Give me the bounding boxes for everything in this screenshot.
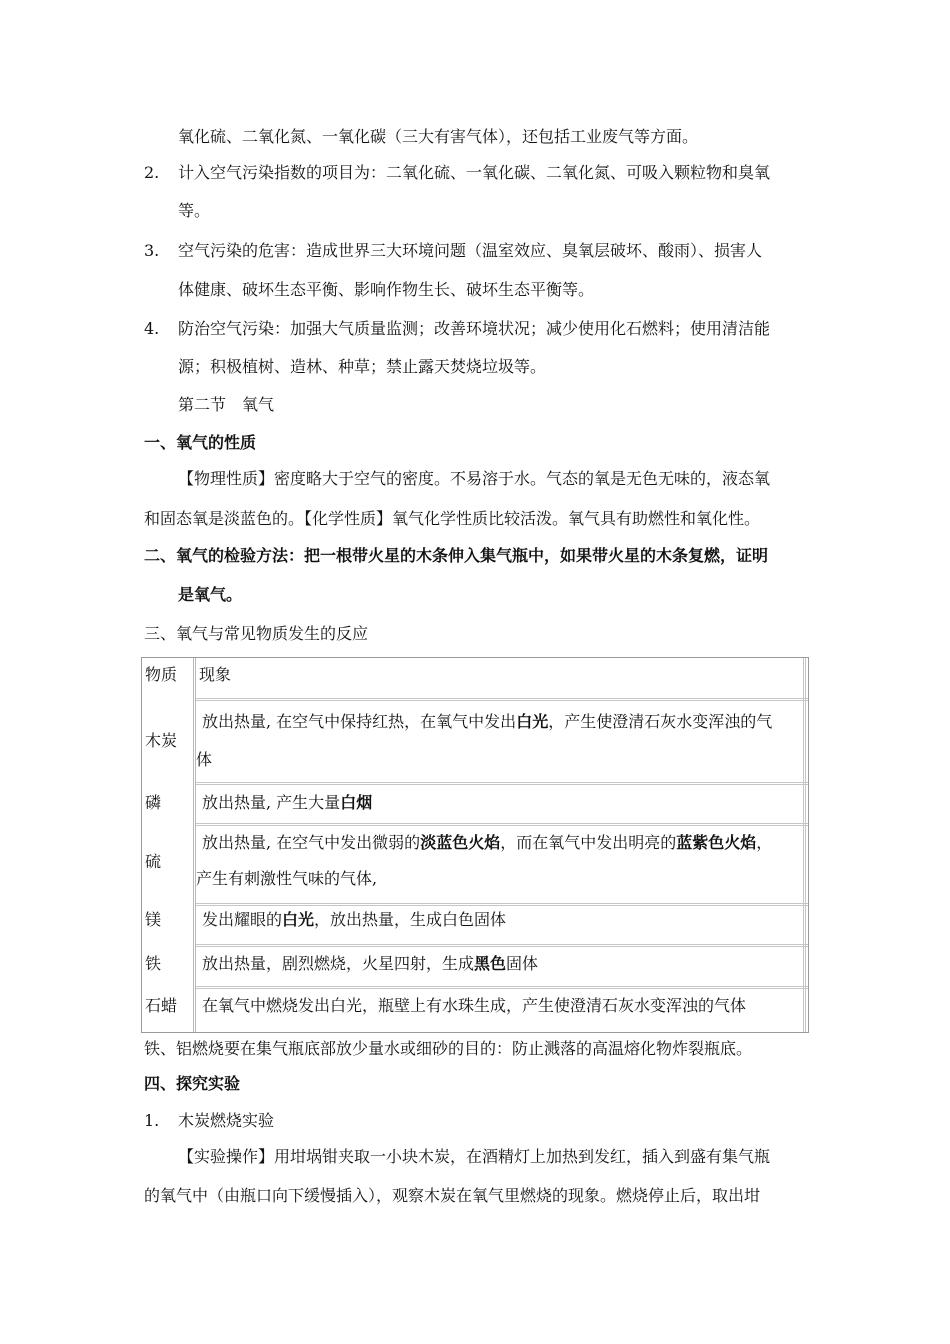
divider (196, 698, 808, 701)
paragraph-properties: 【物理性质】密度略大于空气的密度。不易溶于水。气态的氧是无色无味的，液态氧 (178, 469, 771, 488)
phenomenon-cell: 在氧气中燃烧发出白光，瓶壁上有水珠生成，产生使澄清石灰水变浑浊的气体 (202, 996, 747, 1015)
phenomenon-cell: 发出耀眼的白光，放出热量，生成白色固体 (202, 910, 507, 929)
paragraph-procedure: 【实验操作】用坩埚钳夹取一小块木炭，在酒精灯上加热到发红，插入到盛有集气瓶 (178, 1147, 771, 1166)
table-row (142, 828, 808, 906)
phenomenon-cell: 放出热量, 在空气中保持红热，在氧气中发出白光，产生使澄清石灰水变浑浊的气 (202, 712, 773, 731)
material-cell: 木炭 (145, 731, 178, 750)
list-item-text-cont: 等。 (178, 201, 211, 220)
heading-experiments: 四、探究实验 (144, 1074, 241, 1093)
material-cell: 磷 (145, 793, 162, 812)
column-divider (193, 658, 196, 1032)
heading-properties: 一、氧气的性质 (144, 433, 257, 452)
phenomenon-cell-cont: 体 (196, 750, 213, 769)
continued-text: 氧化硫、二氧化氮、一氧化碳（三大有害气体），还包括工业废气等方面。 (178, 127, 699, 146)
material-cell: 铁 (145, 954, 162, 973)
list-number: 2. (144, 163, 160, 182)
table-row (142, 906, 808, 948)
header-material: 物质 (145, 665, 178, 684)
divider (196, 986, 808, 989)
section-title: 第二节 氧气 (178, 395, 275, 414)
table-row (142, 948, 808, 990)
material-cell: 镁 (145, 910, 162, 929)
phenomenon-cell-cont: 产生有刺激性气味的气体, (196, 869, 378, 888)
phenomenon-cell: 放出热量, 产生大量白烟 (202, 793, 373, 812)
list-item-text: 防治空气污染：加强大气质量监测；改善环境状况；减少使用化石燃料；使用清洁能 (178, 319, 771, 338)
divider (196, 782, 808, 785)
list-item-text: 计入空气污染指数的项目为：二氧化硫、一氧化碳、二氧化氮、可吸入颗粒物和臭氧 (178, 163, 771, 182)
divider (196, 823, 808, 826)
heading-test-method: 二、氧气的检验方法：把一根带火星的木条伸入集气瓶中，如果带火星的木条复燃，证明 (144, 546, 769, 565)
header-phenomenon: 现象 (199, 665, 232, 684)
paragraph-procedure-cont: 的氧气中（由瓶口向下缓慢插入），观察木炭在氧气里燃烧的现象。燃烧停止后，取出坩 (144, 1186, 761, 1205)
divider (196, 944, 808, 947)
list-number: 1. (144, 1111, 160, 1130)
table-right-border (803, 658, 806, 1032)
table-row (142, 990, 808, 1032)
material-cell: 石蜡 (145, 996, 178, 1015)
list-item-text: 空气污染的危害：造成世界三大环境问题（温室效应、臭氧层破坏、酸雨）、损害人 (178, 241, 763, 260)
list-number: 4. (144, 319, 160, 338)
reaction-table (141, 657, 809, 1033)
list-number: 3. (144, 241, 160, 260)
material-cell: 硫 (145, 852, 162, 871)
phenomenon-cell: 放出热量, 在空气中发出微弱的淡蓝色火焰，而在氧气中发出明亮的蓝紫色火焰， (202, 833, 773, 852)
table-row (142, 786, 808, 828)
experiment-title: 木炭燃烧实验 (178, 1111, 275, 1130)
list-item-text-cont: 源；积极植树、造林、种草；禁止露天焚烧垃圾等。 (178, 357, 547, 376)
heading-reactions: 三、氧气与常见物质发生的反应 (144, 624, 369, 643)
table-row (142, 704, 808, 786)
phenomenon-cell: 放出热量，剧烈燃烧，火星四射，生成黑色固体 (202, 954, 539, 973)
paragraph-properties-cont: 和固态氧是淡蓝色的。【化学性质】氧气化学性质比较活泼。氧气具有助燃性和氧化性。 (144, 509, 761, 528)
note-text: 铁、铝燃烧要在集气瓶底部放少量水或细砂的目的：防止溅落的高温熔化物炸裂瓶底。 (144, 1039, 753, 1058)
heading-test-method-cont: 是氧气。 (178, 585, 243, 604)
list-item-text-cont: 体健康、破坏生态平衡、影响作物生长、破坏生态平衡等。 (178, 280, 595, 299)
